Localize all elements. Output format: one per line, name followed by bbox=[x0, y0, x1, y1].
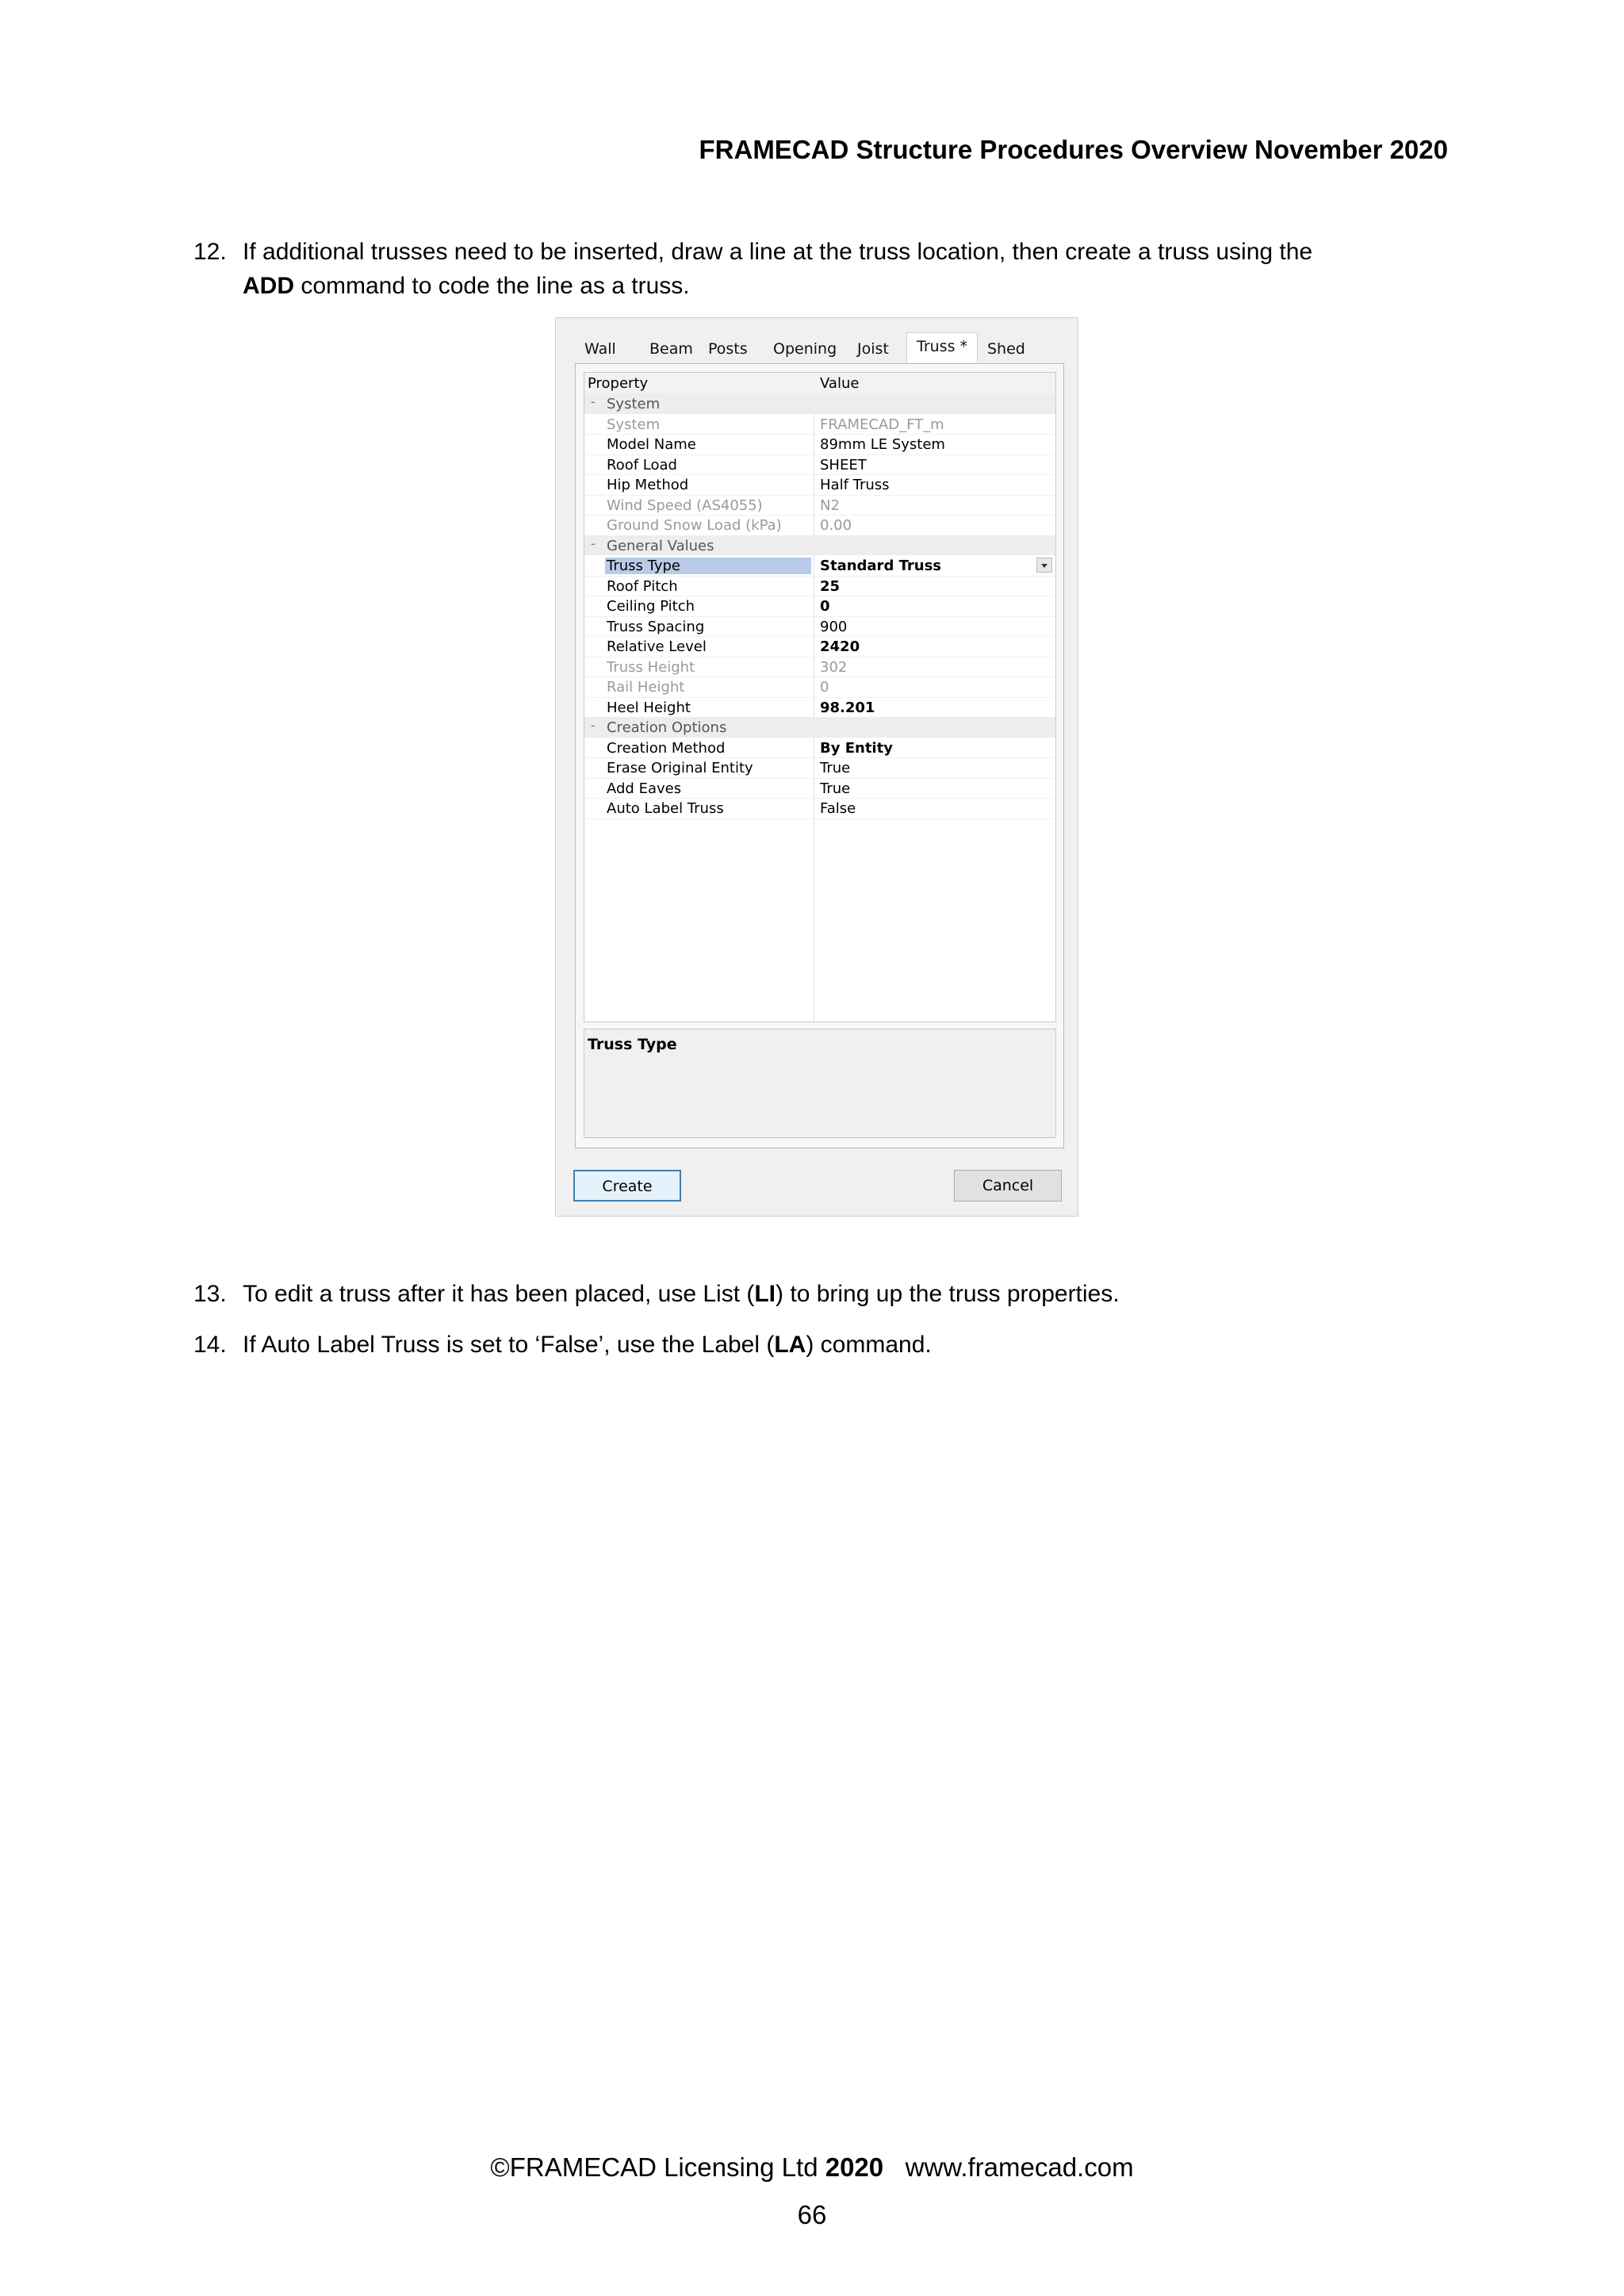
property-grid bbox=[584, 372, 1056, 1022]
tab-shed[interactable]: Shed bbox=[987, 340, 1025, 358]
property-name: Roof Load bbox=[607, 456, 677, 473]
collapse-icon[interactable]: - bbox=[591, 535, 596, 551]
row-truss-spacing[interactable] bbox=[584, 616, 1055, 638]
header-property: Property bbox=[588, 375, 649, 392]
step-text bbox=[243, 1277, 1431, 1311]
website-text: www.framecad.com bbox=[883, 2152, 1134, 2182]
property-value[interactable]: 900 bbox=[820, 618, 848, 635]
step-text-part: command to code the line as a truss. bbox=[294, 273, 690, 299]
property-value[interactable]: True bbox=[820, 780, 851, 797]
description-title: Truss Type bbox=[588, 1036, 677, 1053]
copyright-year: 2020 bbox=[825, 2152, 884, 2182]
tab-beam[interactable]: Beam bbox=[649, 340, 693, 358]
row-rail-height bbox=[584, 677, 1055, 698]
property-name: System bbox=[607, 416, 661, 433]
step-number: 12. bbox=[193, 239, 227, 265]
page-number: 66 bbox=[797, 2200, 827, 2229]
property-name: Truss Spacing bbox=[607, 618, 705, 635]
tab-wall[interactable]: Wall bbox=[584, 340, 616, 358]
property-name: Ground Snow Load (kPa) bbox=[607, 517, 782, 534]
property-value: 302 bbox=[820, 658, 848, 676]
step-number: 14. bbox=[193, 1332, 227, 1358]
property-value: 0 bbox=[820, 679, 829, 696]
description-pane bbox=[584, 1029, 1056, 1138]
category-general-values[interactable] bbox=[584, 535, 1055, 556]
category-label: General Values bbox=[607, 537, 714, 554]
tab-bar bbox=[573, 332, 1062, 362]
step-text bbox=[243, 235, 1431, 303]
step-number: 13. bbox=[193, 1281, 227, 1307]
property-name: Add Eaves bbox=[607, 780, 682, 797]
command-add: ADD bbox=[243, 273, 294, 299]
row-truss-height bbox=[584, 657, 1055, 678]
row-creation-method[interactable] bbox=[584, 738, 1055, 759]
property-value[interactable]: 89mm LE System bbox=[820, 436, 945, 453]
property-value: N2 bbox=[820, 496, 840, 514]
property-name: Ceiling Pitch bbox=[607, 598, 695, 615]
tab-opening[interactable]: Opening bbox=[773, 340, 837, 358]
row-relative-level[interactable] bbox=[584, 636, 1055, 657]
collapse-icon[interactable]: - bbox=[591, 394, 596, 409]
truss-type-select[interactable]: Standard Truss bbox=[820, 558, 942, 574]
row-roof-pitch[interactable] bbox=[584, 576, 1055, 597]
step-14 bbox=[193, 1328, 1431, 1362]
create-button[interactable]: Create bbox=[573, 1170, 681, 1202]
step-text-part: If additional trusses need to be inserted, draw a line at the truss location, then create a truss using the bbox=[243, 239, 1313, 265]
step-12 bbox=[193, 235, 1431, 303]
property-name: Hip Method bbox=[607, 477, 689, 493]
property-value[interactable]: Half Truss bbox=[820, 477, 890, 493]
category-label: System bbox=[607, 396, 661, 412]
grid-header bbox=[584, 373, 1055, 394]
property-name: Truss Type bbox=[605, 558, 811, 574]
property-name: Roof Pitch bbox=[607, 577, 678, 595]
step-13 bbox=[193, 1277, 1431, 1311]
row-roof-load[interactable] bbox=[584, 454, 1055, 476]
property-name: Auto Label Truss bbox=[607, 800, 724, 817]
row-erase-original-entity[interactable] bbox=[584, 757, 1055, 779]
category-system[interactable] bbox=[584, 393, 1055, 414]
property-value[interactable]: 98.201 bbox=[820, 699, 875, 716]
row-wind-speed bbox=[584, 495, 1055, 516]
property-value[interactable]: 25 bbox=[820, 577, 841, 595]
property-name: Model Name bbox=[607, 436, 696, 453]
property-value[interactable]: SHEET bbox=[820, 456, 867, 473]
row-ground-snow-load bbox=[584, 515, 1055, 536]
property-value[interactable]: True bbox=[820, 760, 851, 776]
step-text-part: If Auto Label Truss is set to ‘False’, use the Label ( bbox=[243, 1332, 775, 1358]
row-system bbox=[584, 414, 1055, 435]
truss-dialog bbox=[555, 317, 1078, 1217]
tab-joist[interactable]: Joist bbox=[857, 340, 889, 358]
property-value[interactable]: 2420 bbox=[820, 638, 860, 655]
command-la: LA bbox=[774, 1332, 806, 1358]
footer-copyright bbox=[0, 2152, 1624, 2183]
step-text-part: ) to bring up the truss properties. bbox=[776, 1281, 1120, 1307]
step-text-part: ) command. bbox=[806, 1332, 932, 1358]
cancel-button[interactable]: Cancel bbox=[954, 1170, 1062, 1202]
category-creation-options[interactable] bbox=[584, 717, 1055, 738]
step-text bbox=[243, 1328, 1431, 1362]
property-name: Erase Original Entity bbox=[607, 760, 753, 776]
property-panel bbox=[575, 363, 1064, 1148]
property-value[interactable]: False bbox=[820, 800, 856, 817]
property-name: Truss Height bbox=[607, 658, 695, 676]
property-name: Creation Method bbox=[607, 739, 726, 757]
property-name: Rail Height bbox=[607, 679, 685, 696]
row-model-name[interactable] bbox=[584, 434, 1055, 455]
property-name: Wind Speed (AS4055) bbox=[607, 496, 763, 514]
tab-posts[interactable]: Posts bbox=[708, 340, 748, 358]
row-truss-type[interactable] bbox=[584, 555, 1055, 577]
category-label: Creation Options bbox=[607, 719, 727, 736]
copyright-text: ©FRAMECAD Licensing Ltd bbox=[490, 2152, 825, 2182]
row-add-eaves[interactable] bbox=[584, 778, 1055, 799]
property-name: Relative Level bbox=[607, 638, 707, 655]
command-li: LI bbox=[754, 1281, 776, 1307]
tab-truss[interactable]: Truss * bbox=[906, 332, 978, 364]
property-value[interactable]: By Entity bbox=[820, 739, 893, 757]
page-header: FRAMECAD Structure Procedures Overview November 2020 bbox=[699, 135, 1448, 164]
property-value: FRAMECAD_FT_m bbox=[820, 416, 944, 433]
row-hip-method[interactable] bbox=[584, 474, 1055, 496]
collapse-icon[interactable]: - bbox=[591, 718, 596, 733]
property-value[interactable]: 0 bbox=[820, 598, 830, 615]
property-value: 0.00 bbox=[820, 517, 852, 534]
step-text-part: To edit a truss after it has been placed, use List ( bbox=[243, 1281, 755, 1307]
header-value: Value bbox=[820, 375, 860, 392]
row-ceiling-pitch[interactable] bbox=[584, 596, 1055, 617]
row-auto-label-truss[interactable] bbox=[584, 798, 1055, 819]
row-heel-height[interactable] bbox=[584, 697, 1055, 719]
property-name: Heel Height bbox=[607, 699, 691, 716]
chevron-down-icon[interactable] bbox=[1036, 558, 1052, 573]
